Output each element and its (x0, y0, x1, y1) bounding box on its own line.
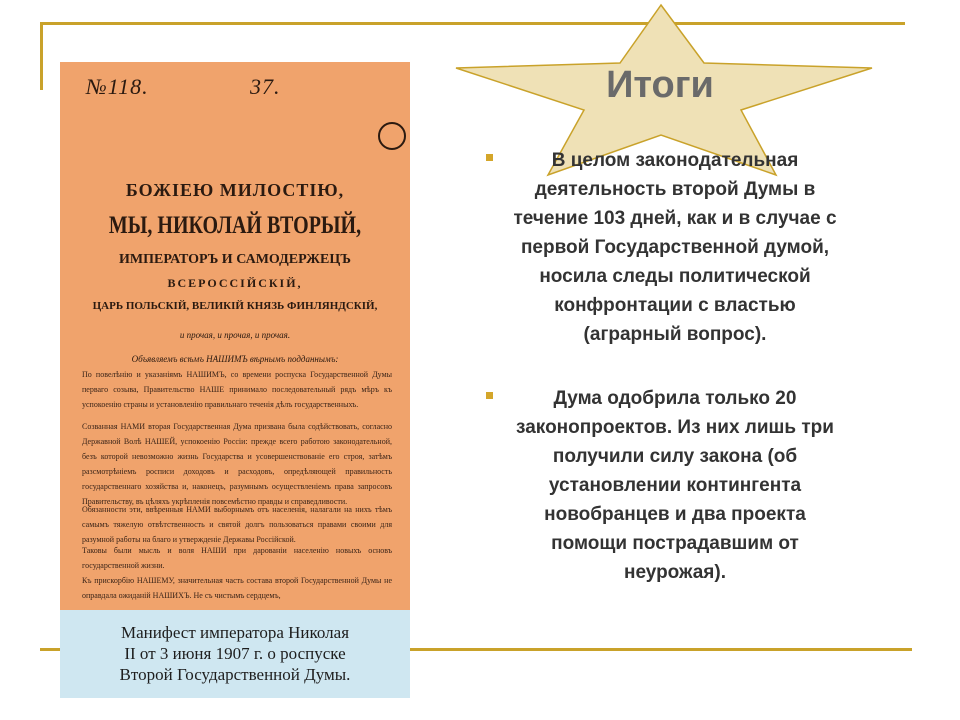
bullet-line: деятельность второй Думы в (534, 179, 816, 200)
doc-number-right: 37. (250, 74, 281, 99)
bullet-line: (аграрный вопрос). (583, 324, 767, 345)
manifesto-document-image (60, 62, 410, 610)
bullet-line: первой Государственной думой, (520, 237, 830, 258)
doc-heading-6: и прочая, и прочая, и прочая. (179, 330, 291, 340)
doc-paragraph-5: Къ прискорбію НАШЕМУ, значительная часть состава второй Государственной Думы не оправдала ожиданій НАШИХЪ. Не съ чистымъ сердцемъ, (82, 576, 392, 600)
document-caption (60, 610, 410, 698)
doc-heading-1: БОЖІЕЮ МИЛОСТІЮ, (125, 180, 345, 200)
bullet-item-1 (450, 146, 900, 349)
doc-heading-2: МЫ, НИКОЛАЙ ВТОРЫЙ, (108, 212, 362, 239)
doc-heading-3: ИМПЕРАТОРЪ И САМОДЕРЖЕЦЪ (119, 252, 351, 267)
doc-paragraph-2: Созванная НАМИ вторая Государственная Дума призвана была содѣйствовать, согласно Державной Волѣ НАШЕЙ, успокоенію Россіи: прежде всего работою законодательной, безъ которой невозможно жизнь Государства и усовершенствованіе его строя, затѣмъ разсмотрѣніемъ росписи доходовъ и расходовъ, опредѣляющей правильность государственнаго хозяйства и, наконецъ, разумнымъ осуществленіемъ права запросовъ Правительству, въ цѣляхъ укрѣпленія повсемѣстно правды и справедливости. (82, 422, 392, 506)
bullet-line: течение 103 дней, как и в случае с (513, 208, 837, 229)
doc-paragraph-4: Таковы были мысль и воля НАШИ при дарованіи населенію новыхъ основъ государственной жизни. (82, 546, 392, 570)
doc-heading-5: ЦАРЬ ПОЛЬСКІЙ, ВЕЛИКІЙ КНЯЗЬ ФИНЛЯНДСКІЙ, (92, 300, 378, 312)
doc-heading-4: ВСЕРОССІЙСКІЙ, (167, 276, 303, 290)
bullet-line: помощи пострадавшим от (551, 533, 799, 554)
caption-line: Манифест императора Николая (120, 623, 350, 642)
bullet-line: установлении контингента (548, 475, 802, 496)
bullet-line: получили силу закона (об (552, 446, 798, 467)
bullet-line: В целом законодательная (551, 150, 799, 171)
bullet-line: носила следы политической (539, 266, 811, 287)
bullet-line: конфронтации с властью (554, 295, 796, 316)
stamp-icon (378, 122, 406, 150)
bullet-line: неурожая). (623, 562, 727, 583)
caption-line: Второй Государственной Думы. (119, 665, 351, 684)
doc-number-left: №118. (86, 74, 149, 99)
bullet-line: законопроектов. Из них лишь три (516, 417, 834, 438)
bullet-line: новобранцев и два проекта (544, 504, 806, 525)
bullet-item-2 (450, 384, 900, 587)
doc-paragraph-3: Обязанности эти, ввѣренныя НАМИ выборнымъ отъ населенія, налагали на нихъ тѣмъ самымъ тяжелую отвѣтственность и святой долгъ пользоваться правами своими для разумной работы на благо и утвержденіе Державы Россійской. (82, 505, 392, 544)
slide-title: Итоги (606, 64, 714, 106)
caption-line: II от 3 июня 1907 г. о роспуске (124, 644, 346, 663)
doc-heading-7: Объявляемъ всѣмъ НАШИМЪ вѣрнымъ подданнымъ: (131, 354, 339, 364)
doc-paragraph-1: По повелѣнію и указаніямъ НАШИМЪ, со времени роспуска Государственной Думы перваго созыва, Правительство НАШЕ принимало последовательный рядъ мѣръ къ успокоенію страны и установленію правильнаго теченія дѣлъ государственныхъ. (82, 370, 392, 409)
bullet-line: Дума одобрила только 20 (553, 388, 797, 409)
